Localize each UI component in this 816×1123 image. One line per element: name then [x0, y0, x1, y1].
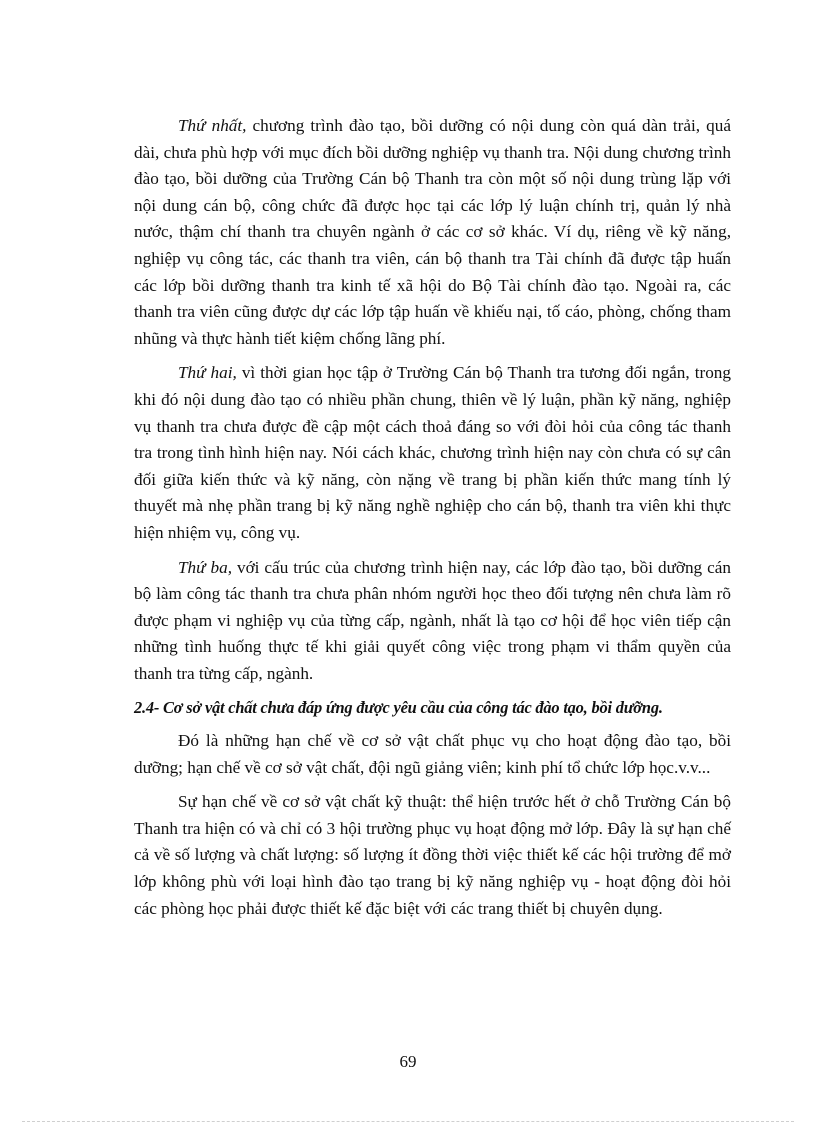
section-heading: 2.4- Cơ sở vật chất chưa đáp ứng được yêu cầu của công tác đào tạo, bồi dưỡng. [134, 698, 663, 718]
paragraph-lead: Thứ ba, [178, 557, 232, 577]
paragraph-lead: Thứ nhất, [178, 116, 247, 135]
page-number: 69 [399, 1052, 417, 1071]
paragraph-lead: Thứ hai, [178, 363, 237, 383]
paragraph-second [134, 360, 731, 546]
paragraph-text: chương trình đào tạo, bồi dưỡng có nội dung còn quá dàn trải, quá dài, chưa phù hợp với mục đích bồi dưỡng nghiệp vụ thanh tra. Nội dung chương trình đào tạo, bồi dưỡng của Trường Cán bộ Thanh tra còn một số nội dung trùng lặp với nội dung cán bộ, công chức đã được học tại các lớp lý luận chính trị, quản lý nhà nước, thậm chí thanh tra chuyên ngành ở các cơ sở khác. Ví dụ, riêng về kỹ năng, nghiệp vụ công tác, các thanh tra viên, cán bộ thanh tra Tài chính đã được tập huấn các lớp bồi dưỡng thanh tra kinh tế xã hội do Bộ Tài chính đào tạo. Ngoài ra, các thanh tra viên cũng được dự các lớp tập huấn về khiếu nại, tố cáo, phòng, chống tham nhũng và thực hành tiết kiệm chống lãng phí. [134, 116, 731, 348]
page-content [134, 113, 731, 930]
page-bottom-rule [22, 1121, 794, 1122]
paragraph-limitations: Đó là những hạn chế về cơ sở vật chất phục vụ cho hoạt động đào tạo, bồi dưỡng; hạn chế về cơ sở vật chất, đội ngũ giảng viên; kinh phí tổ chức lớp học.v.v... [134, 731, 731, 777]
paragraph-facilities: Sự hạn chế về cơ sở vật chất kỹ thuật: thể hiện trước hết ở chỗ Trường Cán bộ Thanh tra hiện có và chỉ có 3 hội trường phục vụ hoạt động mở lớp. Đây là sự hạn chế cả về số lượng và chất lượng: số lượng ít đồng thời việc thiết kế các hội trường để mở lớp không phù với loại hình đào tạo trang bị kỹ năng nghiệp vụ - hoạt động đòi hỏi các phòng học phải được thiết kế đặc biệt với các trang thiết bị chuyên dụng. [134, 792, 731, 918]
paragraph-first [134, 113, 731, 352]
paragraph-text: với cấu trúc của chương trình hiện nay, các lớp đào tạo, bồi dưỡng cán bộ làm công tác thanh tra chưa phân nhóm người học theo đối tượng nên chưa làm rõ được phạm vi nghiệp vụ của từng cấp, ngành, nhất là tạo cơ hội để học viên tiếp cận những tình huống thực tế khi giải quyết công việc trong phạm vi thẩm quyền của thanh tra từng cấp, ngành. [134, 557, 731, 683]
paragraph-third [134, 555, 731, 688]
paragraph-text: vì thời gian học tập ở Trường Cán bộ Thanh tra tương đối ngắn, trong khi đó nội dung đào tạo có nhiều phần chung, thiên về lý luận, phần kỹ năng, nghiệp vụ thanh tra chưa được đề cập một cách thoả đáng so với đòi hỏi của công tác thanh tra trong tình hình hiện nay. Nói cách khác, chương trình hiện nay còn chưa có sự cân đối giữa kiến thức và kỹ năng, còn nặng về trang bị phần kiến thức mang tính lý thuyết mà nhẹ phần trang bị kỹ năng nghề nghiệp cho cán bộ, thanh tra viên khi thực hiện nhiệm vụ, công vụ. [134, 363, 731, 542]
